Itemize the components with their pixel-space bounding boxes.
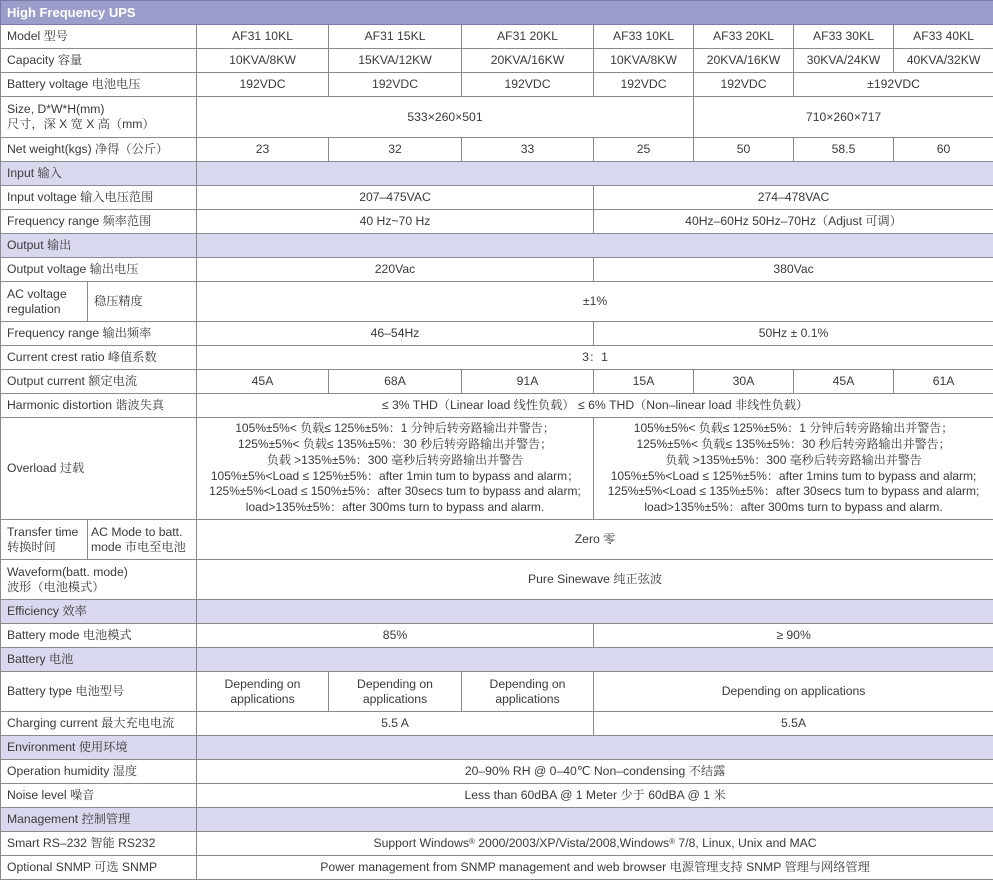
row-waveform xyxy=(1,560,993,600)
row-net-weight xyxy=(1,138,993,162)
registered-mark: ® xyxy=(669,837,676,846)
overload-line: 105%±5%<Load ≤ 125%±5%：after 1min tum to bypass and alarm； xyxy=(210,468,580,483)
label-charging-current: Charging current 最大充电电流 xyxy=(1,712,197,736)
output-current-cell: 30A xyxy=(694,370,794,394)
section-environment-label: Environment 使用环境 xyxy=(1,736,197,760)
snmp-cell: Power management from SNMP management and web browser 电源管理支持 SNMP 管理与网络管理 xyxy=(197,856,993,880)
label-model: Model 型号 xyxy=(1,25,197,49)
label-battery-voltage: Battery voltage 电池电压 xyxy=(1,73,197,97)
size-cell: 533×260×501 xyxy=(197,97,694,138)
input-frequency-cell: 40 Hz~70 Hz xyxy=(197,210,594,234)
label-waveform-cn: 波形（电池模式） xyxy=(7,579,105,594)
label-battery-mode: Battery mode 电池模式 xyxy=(1,624,197,648)
row-input-frequency xyxy=(1,210,993,234)
net-weight-cell: 58.5 xyxy=(794,138,894,162)
crest-ratio-cell: 3：1 xyxy=(197,346,993,370)
ac-regulation-cell: ±1% xyxy=(197,282,993,322)
section-fill xyxy=(197,162,993,186)
section-output xyxy=(1,234,993,258)
section-management-label: Management 控制管理 xyxy=(1,808,197,832)
humidity-cell: 20–90% RH @ 0–40℃ Non–condensing 不结露 xyxy=(197,760,993,784)
input-voltage-cell: 207–475VAC xyxy=(197,186,594,210)
overload-line: load>135%±5%：after 300ms turn to bypass and alarm. xyxy=(644,499,943,514)
overload-three-phase xyxy=(594,418,993,520)
label-transfer-en: Transfer time xyxy=(7,524,79,539)
charging-current-cell: 5.5A xyxy=(594,712,993,736)
output-current-cell: 91A xyxy=(462,370,594,394)
section-efficiency xyxy=(1,600,993,624)
net-weight-cell: 50 xyxy=(694,138,794,162)
battery-voltage-cell: 192VDC xyxy=(462,73,594,97)
row-model xyxy=(1,25,993,49)
net-weight-cell: 60 xyxy=(894,138,993,162)
capacity-cell: 20KVA/16KW xyxy=(694,49,794,73)
model-cell: AF31 10KL xyxy=(197,25,329,49)
label-overload: Overload 过载 xyxy=(1,418,197,520)
label-ac-regulation-cn: 稳压精度 xyxy=(88,282,197,322)
waveform-cell: Pure Sinewave 纯正弦波 xyxy=(197,560,993,600)
label-transfer-sub-en: AC Mode to batt. xyxy=(91,524,183,539)
noise-cell: Less than 60dBA @ 1 Meter 少于 60dBA @ 1 米 xyxy=(197,784,993,808)
overload-line: 125%±5%<Load ≤ 150%±5%：after 30secs tum to bypass and alarm; xyxy=(209,484,581,499)
label-capacity: Capacity 容量 xyxy=(1,49,197,73)
input-voltage-cell: 274–478VAC xyxy=(594,186,993,210)
model-cell: AF31 20KL xyxy=(462,25,594,49)
overload-line: load>135%±5%：after 300ms turn to bypass and alarm. xyxy=(245,499,545,514)
capacity-cell: 10KVA/8KW xyxy=(197,49,329,73)
overload-line: 105%±5%< 负载≤ 125%±5%：1 分钟后转旁路输出并警告； xyxy=(235,421,555,436)
section-input xyxy=(1,162,993,186)
battery-voltage-cell: 192VDC xyxy=(329,73,462,97)
net-weight-cell: 32 xyxy=(329,138,462,162)
net-weight-cell: 33 xyxy=(462,138,594,162)
overload-line: 125%±5%< 负载≤ 135%±5%：30 秒后转旁路输出并警告； xyxy=(636,437,951,452)
battery-voltage-cell: 192VDC xyxy=(594,73,694,97)
label-transfer-cn: 转换时间 xyxy=(7,539,56,554)
label-input-voltage: Input voltage 输入电压范围 xyxy=(1,186,197,210)
rs232-text: 7/8, Linux, Unix and MAC xyxy=(675,836,817,850)
row-rs232 xyxy=(1,832,993,856)
harmonic-cell: ≤ 3% THD（Linear load 线性负载） ≤ 6% THD（Non–linear load 非线性负载） xyxy=(197,394,993,418)
row-battery-type xyxy=(1,672,993,712)
label-transfer-time xyxy=(1,520,88,560)
row-noise xyxy=(1,784,993,808)
row-size xyxy=(1,97,993,138)
model-cell: AF33 20KL xyxy=(694,25,794,49)
size-cell: 710×260×717 xyxy=(694,97,993,138)
label-rs232: Smart RS–232 智能 RS232 xyxy=(1,832,197,856)
row-crest-ratio xyxy=(1,346,993,370)
capacity-cell: 30KVA/24KW xyxy=(794,49,894,73)
label-size xyxy=(1,97,197,138)
section-fill xyxy=(197,648,993,672)
battery-voltage-cell: 192VDC xyxy=(197,73,329,97)
row-output-voltage xyxy=(1,258,993,282)
label-net-weight: Net weight(kgs) 净得（公斤） xyxy=(1,138,197,162)
output-current-cell: 61A xyxy=(894,370,993,394)
section-environment xyxy=(1,736,993,760)
row-ac-regulation xyxy=(1,282,993,322)
table-title-row xyxy=(1,1,993,25)
label-battery-type: Battery type 电池型号 xyxy=(1,672,197,712)
label-snmp: Optional SNMP 可选 SNMP xyxy=(1,856,197,880)
output-voltage-cell: 380Vac xyxy=(594,258,993,282)
row-harmonic xyxy=(1,394,993,418)
section-battery xyxy=(1,648,993,672)
rs232-text: 2000/2003/XP/Vista/2008,Windows xyxy=(474,836,670,850)
battery-type-cell: Depending on applications xyxy=(462,672,594,712)
overload-line: 125%±5%<Load ≤ 135%±5%：after 30secs tum to bypass and alarm; xyxy=(607,484,980,499)
label-size-cn: 尺寸，深 X 宽 X 高（mm） xyxy=(7,117,155,131)
output-current-cell: 45A xyxy=(197,370,329,394)
rs232-cell xyxy=(197,832,993,856)
label-waveform xyxy=(1,560,197,600)
capacity-cell: 15KVA/12KW xyxy=(329,49,462,73)
section-management xyxy=(1,808,993,832)
section-battery-label: Battery 电池 xyxy=(1,648,197,672)
overload-single-phase xyxy=(197,418,594,520)
label-noise: Noise level 噪音 xyxy=(1,784,197,808)
overload-line: 105%±5%< 负载≤ 125%±5%：1 分钟后转旁路输出并警告； xyxy=(633,421,954,436)
capacity-cell: 10KVA/8KW xyxy=(594,49,694,73)
model-cell: AF33 30KL xyxy=(794,25,894,49)
capacity-cell: 20KVA/16KW xyxy=(462,49,594,73)
battery-mode-cell: ≥ 90% xyxy=(594,624,993,648)
overload-line: 负载 >135%±5%：300 毫秒后转旁路输出并警告 xyxy=(266,452,524,467)
label-crest-ratio: Current crest ratio 峰值系数 xyxy=(1,346,197,370)
row-input-voltage xyxy=(1,186,993,210)
battery-type-cell: Depending on applications xyxy=(197,672,329,712)
output-frequency-cell: 50Hz ± 0.1% xyxy=(594,322,993,346)
label-transfer-mode xyxy=(88,520,197,560)
rs232-text: Support Windows xyxy=(373,836,469,850)
battery-mode-cell: 85% xyxy=(197,624,594,648)
table-title: High Frequency UPS xyxy=(1,1,993,25)
row-capacity xyxy=(1,49,993,73)
row-overload xyxy=(1,418,993,520)
row-output-frequency xyxy=(1,322,993,346)
model-cell: AF33 10KL xyxy=(594,25,694,49)
row-output-current xyxy=(1,370,993,394)
section-fill xyxy=(197,234,993,258)
registered-mark: ® xyxy=(468,837,475,846)
input-frequency-cell: 40Hz–60Hz 50Hz–70Hz（Adjust 可调） xyxy=(594,210,993,234)
overload-line: 125%±5%< 负载≤ 135%±5%：30 秒后转旁路输出并警告； xyxy=(237,437,553,452)
label-ac-regulation-en: AC voltage regulation xyxy=(1,282,88,322)
capacity-cell: 40KVA/32KW xyxy=(894,49,993,73)
section-fill xyxy=(197,808,993,832)
section-fill xyxy=(197,736,993,760)
label-size-en: Size, D*W*H(mm) xyxy=(7,102,105,116)
section-efficiency-label: Efficiency 效率 xyxy=(1,600,197,624)
battery-type-cell: Depending on applications xyxy=(329,672,462,712)
model-cell: AF33 40KL xyxy=(894,25,993,49)
output-current-cell: 45A xyxy=(794,370,894,394)
charging-current-cell: 5.5 A xyxy=(197,712,594,736)
overload-line: 105%±5%<Load ≤ 125%±5%：after 1mins tum to bypass and alarm; xyxy=(610,468,977,483)
row-charging-current xyxy=(1,712,993,736)
output-frequency-cell: 46–54Hz xyxy=(197,322,594,346)
row-battery-voltage xyxy=(1,73,993,97)
label-harmonic: Harmonic distortion 谐波失真 xyxy=(1,394,197,418)
output-current-cell: 68A xyxy=(329,370,462,394)
transfer-time-cell: Zero 零 xyxy=(197,520,993,560)
row-snmp xyxy=(1,856,993,880)
battery-type-cell: Depending on applications xyxy=(594,672,993,712)
battery-voltage-cell: 192VDC xyxy=(694,73,794,97)
net-weight-cell: 25 xyxy=(594,138,694,162)
overload-line: 负载 >135%±5%：300 毫秒后转旁路输出并警告 xyxy=(665,452,922,467)
label-humidity: Operation humidity 湿度 xyxy=(1,760,197,784)
section-output-label: Output 输出 xyxy=(1,234,197,258)
label-output-voltage: Output voltage 输出电压 xyxy=(1,258,197,282)
output-voltage-cell: 220Vac xyxy=(197,258,594,282)
battery-voltage-cell: ±192VDC xyxy=(794,73,993,97)
row-humidity xyxy=(1,760,993,784)
section-input-label: Input 输入 xyxy=(1,162,197,186)
label-waveform-en: Waveform(batt. mode) xyxy=(7,564,128,579)
label-output-current: Output current 额定电流 xyxy=(1,370,197,394)
label-transfer-sub-cn: mode 市电至电池 xyxy=(91,539,186,554)
label-output-frequency: Frequency range 输出频率 xyxy=(1,322,197,346)
net-weight-cell: 23 xyxy=(197,138,329,162)
section-fill xyxy=(197,600,993,624)
row-transfer-time xyxy=(1,520,993,560)
model-cell: AF31 15KL xyxy=(329,25,462,49)
output-current-cell: 15A xyxy=(594,370,694,394)
label-input-frequency: Frequency range 频率范围 xyxy=(1,210,197,234)
row-battery-mode xyxy=(1,624,993,648)
